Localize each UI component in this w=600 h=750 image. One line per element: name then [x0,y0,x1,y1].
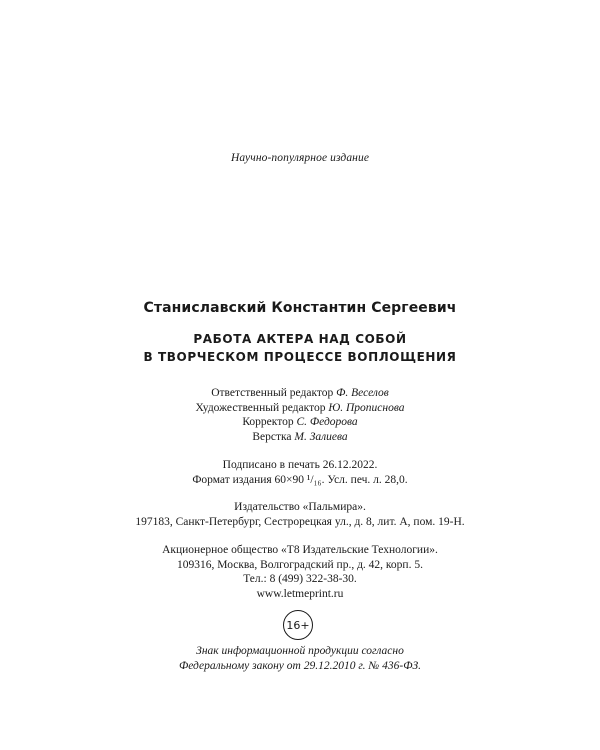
notice-line-1: Знак информационной продукции согласно [196,645,404,657]
print-signed-date: Подписано в печать 26.12.2022. [222,459,378,471]
credit-role: Верстка [252,430,292,443]
credit-role: Ответственный редактор [211,387,334,399]
credit-line [0,415,600,430]
age-rating-notice [0,644,600,674]
printer-name: Акционерное общество «Т8 Издательские Технологии». [162,544,438,556]
edition-type: Научно-популярное издание [230,152,370,164]
book-title-line-2: В ТВОРЧЕСКОМ ПРОЦЕССЕ ВОПЛОЩЕНИЯ [143,350,457,364]
credit-line [0,401,600,416]
publisher-address: 197183, Санкт-Петербург, Сестрорецкая ул., д. 8, лит. А, пом. 19-Н. [135,515,465,528]
publisher-name: Издательство «Пальмира». [234,501,366,513]
printer-block [0,543,600,601]
publisher-block [0,500,600,529]
author-name: Станиславский Константин Сергеевич [143,300,457,316]
credit-line [0,386,600,401]
print-format: Формат издания 60×90 ¹/₁₆. Усл. печ. л. 28,0. [192,473,408,486]
book-title-line-1: РАБОТА АКТЕРА НАД СОБОЙ [193,332,407,346]
credit-person: Ю. Прописнова [328,401,405,414]
credits-block [0,386,600,444]
credit-line [0,430,600,445]
credit-person: С. Федорова [296,416,358,429]
notice-line-2: Федеральному закону от 29.12.2010 г. № 436-ФЗ. [178,660,422,672]
printer-phone: Тел.: 8 (499) 322-38-30. [243,573,357,586]
credit-person: М. Залиева [294,430,348,443]
credit-person: Ф. Веселов [336,387,389,399]
book-title [0,330,600,366]
age-rating-badge: 16+ [283,610,313,640]
credit-role: Корректор [242,416,294,429]
print-info-block [0,458,600,487]
printer-website: www.letmeprint.ru [256,587,344,600]
printer-address: 109316, Москва, Волгоградский пр., д. 42, корп. 5. [177,558,423,571]
credit-role: Художественный редактор [195,401,326,414]
